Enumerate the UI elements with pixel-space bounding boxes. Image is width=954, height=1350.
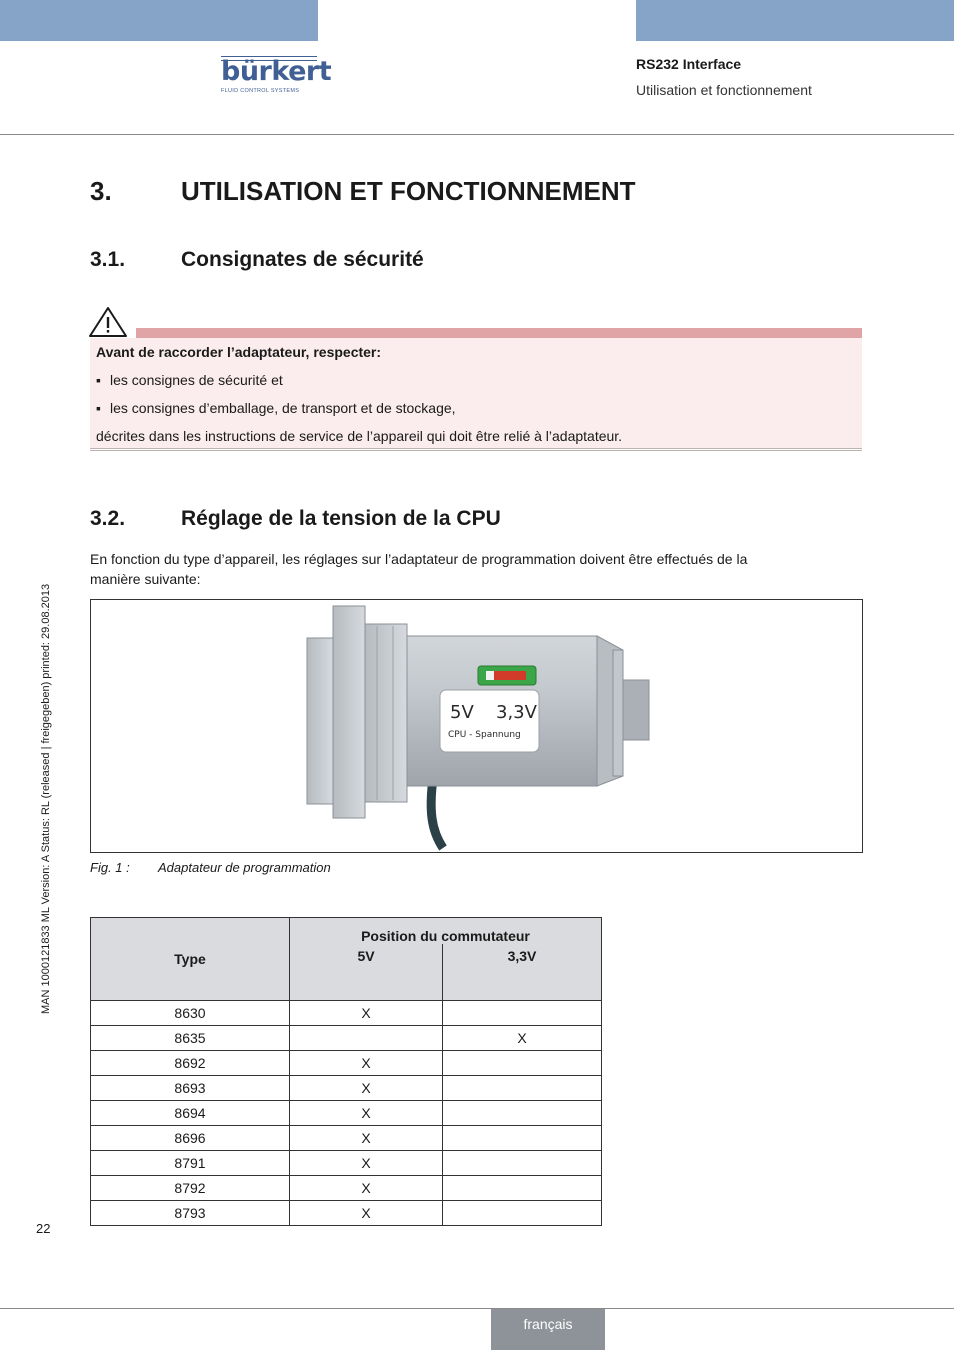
cell-5v: X xyxy=(290,1151,443,1176)
cell-3-3v xyxy=(443,1051,602,1076)
table-row xyxy=(91,1026,602,1051)
warning-rule xyxy=(90,448,862,449)
table-row xyxy=(91,1151,602,1176)
bullet-marker: ▪ xyxy=(96,372,101,388)
cell-5v: X xyxy=(290,1201,443,1226)
cell-3-3v: X xyxy=(443,1026,602,1051)
table-row xyxy=(91,1076,602,1101)
header-bar-left xyxy=(0,0,318,41)
warning-bullet-1: les consignes de sécurité et xyxy=(110,372,283,388)
document-subtitle: Utilisation et fonctionnement xyxy=(636,82,812,98)
intro-line-2: manière suivante: xyxy=(90,571,201,587)
figure-caption-text: Adaptateur de programmation xyxy=(158,860,331,875)
cell-type: 8792 xyxy=(91,1176,290,1201)
figure-caption-number: Fig. 1 : xyxy=(90,860,130,875)
company-logo: bürkert xyxy=(221,56,332,87)
footer-divider xyxy=(0,1308,954,1309)
section-title: UTILISATION ET FONCTIONNEMENT xyxy=(181,176,636,206)
warning-heading: Avant de raccorder l’adaptateur, respecter: xyxy=(96,344,382,360)
header-bar-right xyxy=(636,0,954,41)
cell-3-3v xyxy=(443,1176,602,1201)
figure-frame xyxy=(90,599,863,853)
cell-type: 8693 xyxy=(91,1076,290,1101)
cell-5v xyxy=(290,1026,443,1051)
cell-type: 8793 xyxy=(91,1201,290,1226)
programming-adapter-illustration xyxy=(91,600,862,852)
section-number: 3. xyxy=(90,176,112,206)
label-3-3v: 3,3V xyxy=(496,702,537,723)
cell-5v: X xyxy=(290,1051,443,1076)
cell-3-3v xyxy=(443,1001,602,1026)
warning-icon xyxy=(88,306,128,338)
language-tab: français xyxy=(491,1309,605,1350)
warning-rule xyxy=(90,450,862,451)
document-metadata-sidebar: MAN 1000121833 ML Version: A Status: RL (released | freigegeben) printed: 29.08.2013 xyxy=(40,583,52,1014)
warning-strip xyxy=(136,328,862,338)
subsection-number-1: 3.1. xyxy=(90,248,126,271)
table-row xyxy=(91,1001,602,1026)
table-row xyxy=(91,1101,602,1126)
cell-type: 8630 xyxy=(91,1001,290,1026)
bullet-marker: ▪ xyxy=(96,400,101,416)
table-header-group: Position du commutateur xyxy=(290,918,602,945)
table-header-3-3v: 3,3V xyxy=(443,944,602,1001)
cell-5v: X xyxy=(290,1001,443,1026)
cell-5v: X xyxy=(290,1076,443,1101)
subsection-number-2: 3.2. xyxy=(90,507,126,530)
document-title: RS232 Interface xyxy=(636,56,742,72)
table-row xyxy=(91,1126,602,1151)
label-5v: 5V xyxy=(450,702,474,723)
cell-type: 8635 xyxy=(91,1026,290,1051)
cell-3-3v xyxy=(443,1101,602,1126)
switch-position-table xyxy=(90,917,602,1226)
cell-3-3v xyxy=(443,1126,602,1151)
table-row xyxy=(91,1051,602,1076)
cell-3-3v xyxy=(443,1201,602,1226)
warning-footer: décrites dans les instructions de service de l’appareil qui doit être relié à l’adaptateur. xyxy=(96,428,623,444)
subsection-title-1: Consignates de sécurité xyxy=(181,248,424,271)
header-divider xyxy=(0,134,954,135)
cell-type: 8692 xyxy=(91,1051,290,1076)
cell-type: 8791 xyxy=(91,1151,290,1176)
label-cpu: CPU - Spannung xyxy=(448,730,521,740)
cell-5v: X xyxy=(290,1176,443,1201)
cell-type: 8696 xyxy=(91,1126,290,1151)
cell-3-3v xyxy=(443,1151,602,1176)
page-number: 22 xyxy=(36,1221,51,1236)
cell-type: 8694 xyxy=(91,1101,290,1126)
cell-5v: X xyxy=(290,1101,443,1126)
subsection-title-2: Réglage de la tension de la CPU xyxy=(181,507,501,530)
table-header-type: Type xyxy=(91,918,290,1001)
table-row xyxy=(91,1201,602,1226)
cell-3-3v xyxy=(443,1076,602,1101)
table-header-5v: 5V xyxy=(290,944,443,1001)
table-row xyxy=(91,1176,602,1201)
logo-tagline: FLUID CONTROL SYSTEMS xyxy=(221,88,300,94)
intro-line-1: En fonction du type d’appareil, les réglages sur l’adaptateur de programmation doivent être effectués de la xyxy=(90,551,748,567)
cell-5v: X xyxy=(290,1126,443,1151)
warning-bullet-2: les consignes d’emballage, de transport et de stockage, xyxy=(110,400,456,416)
